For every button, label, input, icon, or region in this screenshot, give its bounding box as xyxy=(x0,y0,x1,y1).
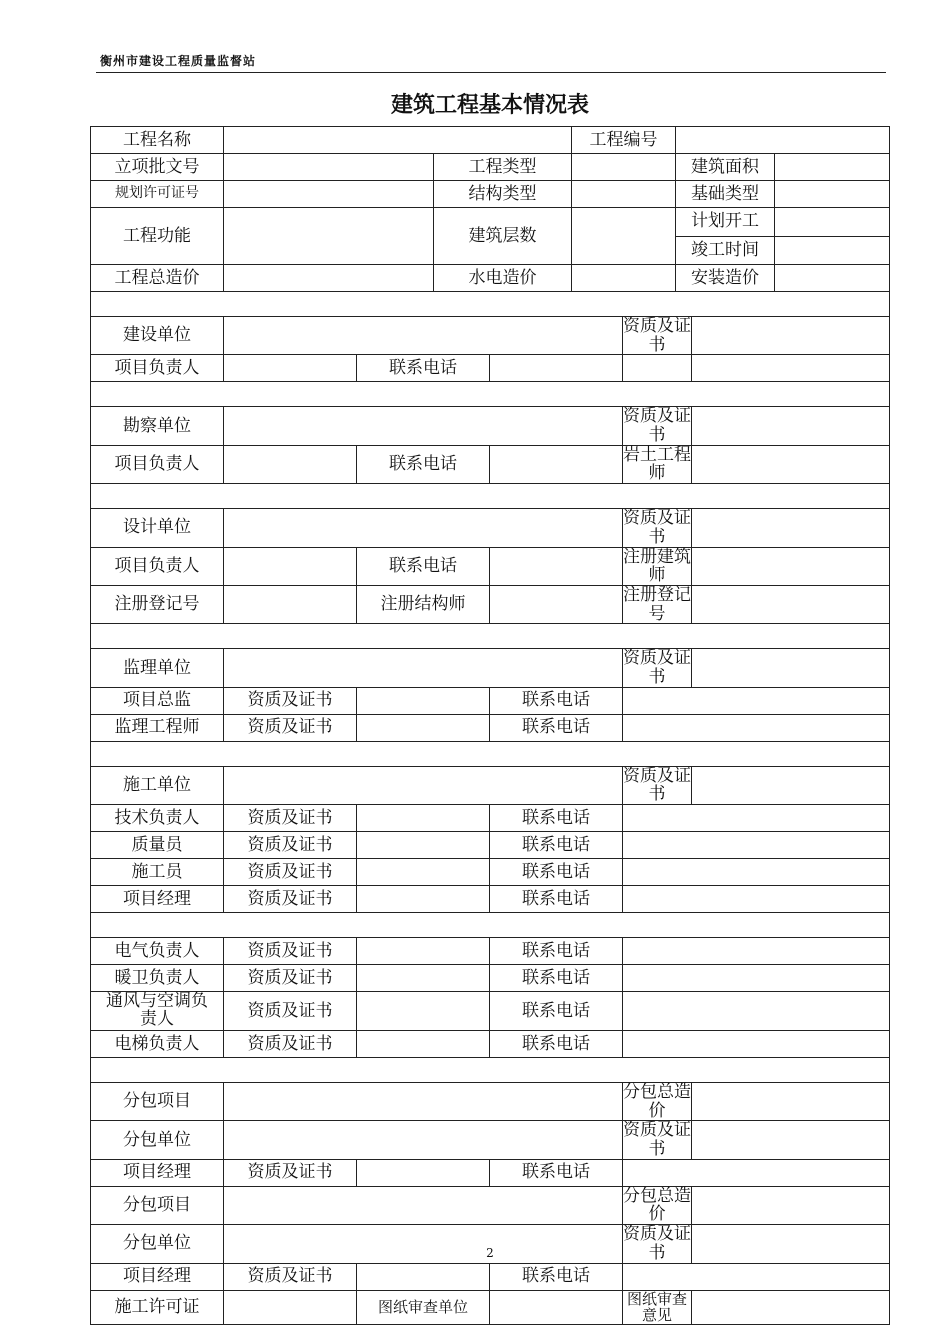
geo-engineer-field[interactable] xyxy=(692,445,890,483)
project-type-field[interactable] xyxy=(572,154,676,181)
developer-unit-field[interactable] xyxy=(224,317,623,355)
table-row xyxy=(91,832,890,859)
table-row xyxy=(91,154,890,181)
role-qual-label: 资质及证书 xyxy=(224,965,357,992)
design-unit-label: 设计单位 xyxy=(91,509,224,547)
role-qual-field[interactable] xyxy=(357,965,490,992)
role-phone-field[interactable] xyxy=(623,832,890,859)
developer-manager-field[interactable] xyxy=(224,355,357,382)
developer-qual-field[interactable] xyxy=(692,317,890,355)
survey-unit-label: 勘察单位 xyxy=(91,407,224,445)
role-label: 通风与空调负责人 xyxy=(91,992,224,1031)
structure-label: 结构类型 xyxy=(434,181,572,208)
table-row xyxy=(91,1083,890,1121)
sub-item-field[interactable] xyxy=(224,1083,623,1121)
table-row xyxy=(91,1290,890,1324)
sub-unit-field[interactable] xyxy=(224,1121,623,1159)
header-org: 衡州市建设工程质量监督站 xyxy=(100,54,257,68)
role-label: 暖卫负责人 xyxy=(91,965,224,992)
design-manager-label: 项目负责人 xyxy=(91,547,224,585)
design-qual-label: 资质及证书 xyxy=(623,508,691,547)
survey-unit-field[interactable] xyxy=(224,407,623,445)
table-row xyxy=(91,649,890,687)
plan-start-field[interactable] xyxy=(775,208,889,236)
role-qual-label: 资质及证书 xyxy=(224,886,357,913)
total-cost-label: 工程总造价 xyxy=(91,265,224,292)
construction-permit-label: 施工许可证 xyxy=(91,1290,224,1324)
struct-engineer-field[interactable] xyxy=(490,585,623,623)
design-manager-field[interactable] xyxy=(224,547,357,585)
sub-qual-label: 资质及证书 xyxy=(623,1120,691,1160)
install-cost-field[interactable] xyxy=(775,265,889,291)
table-row xyxy=(91,886,890,913)
foundation-field[interactable] xyxy=(775,181,889,207)
role-qual-label: 资质及证书 xyxy=(224,1031,357,1058)
table-row xyxy=(91,1121,890,1159)
role-label: 项目总监 xyxy=(91,687,224,714)
review-unit-field[interactable] xyxy=(490,1290,623,1324)
project-name-label: 工程名称 xyxy=(91,127,224,154)
role-label: 技术负责人 xyxy=(91,805,224,832)
area-label: 建筑面积 xyxy=(676,154,775,180)
supervision-qual-field[interactable] xyxy=(692,649,890,687)
completion-field[interactable] xyxy=(775,237,889,265)
role-label: 监理工程师 xyxy=(91,714,224,741)
spacer-row xyxy=(91,624,890,649)
table-row xyxy=(91,687,890,714)
role-label: 施工员 xyxy=(91,859,224,886)
design-phone-field[interactable] xyxy=(490,547,623,585)
role-phone-field[interactable] xyxy=(623,938,890,965)
survey-phone-field[interactable] xyxy=(490,445,623,483)
table-row xyxy=(91,805,890,832)
sub-total-cost-label: 分包总造价 xyxy=(623,1185,691,1225)
function-label: 工程功能 xyxy=(91,208,224,265)
design-unit-field[interactable] xyxy=(224,509,623,547)
role-phone-field[interactable] xyxy=(623,687,890,714)
review-opinion-field[interactable] xyxy=(692,1290,890,1324)
role-qual-field[interactable] xyxy=(357,687,490,714)
construction-unit-field[interactable] xyxy=(224,766,623,804)
geo-engineer-label: 岩土工程师 xyxy=(623,444,691,484)
role-phone-label: 联系电话 xyxy=(490,886,623,913)
role-qual-label: 资质及证书 xyxy=(224,687,357,714)
table-row xyxy=(91,859,890,886)
table-row xyxy=(91,355,890,382)
role-phone-field[interactable] xyxy=(623,805,890,832)
role-phone-field[interactable] xyxy=(623,886,890,913)
supervision-qual-label: 资质及证书 xyxy=(623,648,691,687)
area-cell xyxy=(676,154,890,181)
role-phone-field[interactable] xyxy=(623,992,890,1031)
role-qual-field[interactable] xyxy=(357,886,490,913)
construction-unit-label: 施工单位 xyxy=(91,766,224,804)
role-qual-field[interactable] xyxy=(357,832,490,859)
role-phone-field[interactable] xyxy=(623,965,890,992)
struct-engineer-label: 注册结构师 xyxy=(357,585,490,623)
supervision-unit-label: 监理单位 xyxy=(91,649,224,687)
sub-unit-label: 分包单位 xyxy=(91,1225,224,1263)
construction-qual-field[interactable] xyxy=(692,766,890,804)
role-phone-label: 联系电话 xyxy=(490,965,623,992)
table-row xyxy=(91,1031,890,1058)
sub-qual-field[interactable] xyxy=(692,1121,890,1159)
developer-extra-field-2[interactable] xyxy=(692,355,890,382)
design-reg-no-label: 注册登记号 xyxy=(91,585,224,623)
role-label: 项目经理 xyxy=(91,886,224,913)
sub-manager-qual-label: 资质及证书 xyxy=(224,1263,357,1290)
project-number-label: 工程编号 xyxy=(572,127,676,154)
sub-manager-qual-field[interactable] xyxy=(357,1263,490,1290)
floors-label: 建筑层数 xyxy=(434,208,572,265)
spacer-row xyxy=(91,741,890,766)
floors-field[interactable] xyxy=(572,208,676,265)
sub-total-cost-label: 分包总造价 xyxy=(623,1082,691,1121)
install-cost-cell xyxy=(676,265,890,292)
approval-label: 立项批文号 xyxy=(91,154,224,181)
sub-phone-label: 联系电话 xyxy=(490,1263,623,1290)
role-qual-label: 资质及证书 xyxy=(224,714,357,741)
design-reg-no2-label: 注册登记号 xyxy=(623,584,691,624)
role-qual-field[interactable] xyxy=(357,938,490,965)
foundation-label: 基础类型 xyxy=(676,181,775,207)
structure-field[interactable] xyxy=(572,181,676,208)
table-row xyxy=(91,445,890,483)
sub-manager-qual-field[interactable] xyxy=(357,1159,490,1186)
header-rule xyxy=(96,72,886,73)
install-cost-label: 安装造价 xyxy=(676,265,775,291)
table-row xyxy=(91,766,890,804)
developer-phone-field[interactable] xyxy=(490,355,623,382)
spacer-row xyxy=(91,484,890,509)
table-row xyxy=(91,407,890,445)
schedule-cell xyxy=(676,208,890,265)
table-row xyxy=(91,547,890,585)
sub-item-label: 分包项目 xyxy=(91,1186,224,1224)
survey-manager-field[interactable] xyxy=(224,445,357,483)
role-qual-field[interactable] xyxy=(357,992,490,1031)
project-type-label: 工程类型 xyxy=(434,154,572,181)
table-row xyxy=(91,1263,890,1290)
permit-label: 规划许可证号 xyxy=(91,181,224,208)
construction-qual-label: 资质及证书 xyxy=(623,765,691,805)
page-title: 建筑工程基本情况表 xyxy=(390,93,589,118)
role-phone-label: 联系电话 xyxy=(490,938,623,965)
sub-unit-label: 分包单位 xyxy=(91,1121,224,1159)
table-row xyxy=(91,992,890,1031)
role-qual-label: 资质及证书 xyxy=(224,832,357,859)
role-phone-label: 联系电话 xyxy=(490,1031,623,1058)
sub-phone-label: 联系电话 xyxy=(490,1159,623,1186)
utility-cost-label: 水电造价 xyxy=(434,265,572,292)
role-qual-field[interactable] xyxy=(357,714,490,741)
sub-manager-label: 项目经理 xyxy=(91,1159,224,1186)
sub-item-label: 分包项目 xyxy=(91,1083,224,1121)
role-phone-label: 联系电话 xyxy=(490,805,623,832)
role-label: 电梯负责人 xyxy=(91,1031,224,1058)
survey-manager-label: 项目负责人 xyxy=(91,445,224,483)
project-info-table xyxy=(90,126,890,1325)
spacer-row xyxy=(91,1058,890,1083)
role-qual-label: 资质及证书 xyxy=(224,992,357,1031)
survey-qual-field[interactable] xyxy=(692,407,890,445)
role-phone-label: 联系电话 xyxy=(490,687,623,714)
role-phone-label: 联系电话 xyxy=(490,714,623,741)
sub-phone-field[interactable] xyxy=(623,1159,890,1186)
page-number: 2 xyxy=(486,1246,494,1260)
project-name-field[interactable] xyxy=(224,127,572,154)
table-row xyxy=(91,714,890,741)
role-qual-field[interactable] xyxy=(357,859,490,886)
approval-field[interactable] xyxy=(224,154,434,181)
table-row xyxy=(91,317,890,355)
role-qual-label: 资质及证书 xyxy=(224,938,357,965)
role-label: 电气负责人 xyxy=(91,938,224,965)
role-qual-label: 资质及证书 xyxy=(224,859,357,886)
role-phone-label: 联系电话 xyxy=(490,992,623,1031)
table-row xyxy=(91,208,890,265)
review-unit-label: 图纸审查单位 xyxy=(357,1290,490,1324)
design-qual-field[interactable] xyxy=(692,509,890,547)
foundation-cell xyxy=(676,181,890,208)
table-row xyxy=(91,181,890,208)
developer-manager-label: 项目负责人 xyxy=(91,355,224,382)
sub-total-cost-field[interactable] xyxy=(692,1083,890,1121)
sub-manager-qual-label: 资质及证书 xyxy=(224,1159,357,1186)
table-row xyxy=(91,1186,890,1224)
spacer-row xyxy=(91,382,890,407)
developer-phone-label: 联系电话 xyxy=(357,355,490,382)
role-phone-label: 联系电话 xyxy=(490,859,623,886)
spacer-row xyxy=(91,913,890,938)
permit-field[interactable] xyxy=(224,181,434,208)
sub-total-cost-field[interactable] xyxy=(692,1186,890,1224)
table-row xyxy=(91,1159,890,1186)
table-row xyxy=(91,127,890,154)
developer-unit-label: 建设单位 xyxy=(91,317,224,355)
role-phone-field[interactable] xyxy=(623,1031,890,1058)
plan-start-label: 计划开工 xyxy=(676,208,775,236)
review-opinion-label: 图纸审查意见 xyxy=(623,1290,692,1324)
sub-qual-label: 资质及证书 xyxy=(623,1224,691,1263)
completion-label: 竣工时间 xyxy=(676,237,775,265)
table-row xyxy=(91,585,890,623)
architect-label: 注册建筑师 xyxy=(623,546,691,586)
survey-phone-label: 联系电话 xyxy=(357,445,490,483)
architect-field[interactable] xyxy=(692,547,890,585)
role-phone-field[interactable] xyxy=(623,714,890,741)
table-row xyxy=(91,938,890,965)
role-label: 质量员 xyxy=(91,832,224,859)
role-phone-field[interactable] xyxy=(623,859,890,886)
table-row xyxy=(91,509,890,547)
table-row xyxy=(91,965,890,992)
supervision-unit-field[interactable] xyxy=(224,649,623,687)
sub-manager-label: 项目经理 xyxy=(91,1263,224,1290)
role-qual-field[interactable] xyxy=(357,805,490,832)
design-phone-label: 联系电话 xyxy=(357,547,490,585)
design-reg-no-field[interactable] xyxy=(224,585,357,623)
total-cost-field[interactable] xyxy=(224,265,434,292)
sub-phone-field[interactable] xyxy=(623,1263,890,1290)
role-qual-label: 资质及证书 xyxy=(224,805,357,832)
role-phone-label: 联系电话 xyxy=(490,832,623,859)
design-reg-no2-field[interactable] xyxy=(692,585,890,623)
utility-cost-field[interactable] xyxy=(572,265,676,292)
developer-extra-field[interactable] xyxy=(623,355,692,382)
project-number-field[interactable] xyxy=(676,127,890,154)
survey-qual-label: 资质及证书 xyxy=(623,406,691,446)
sub-item-field[interactable] xyxy=(224,1186,623,1224)
developer-qual-label: 资质及证书 xyxy=(623,316,691,355)
table-row xyxy=(91,265,890,292)
spacer-row xyxy=(91,292,890,317)
construction-permit-field[interactable] xyxy=(224,1290,357,1324)
function-field[interactable] xyxy=(224,208,434,265)
area-field[interactable] xyxy=(775,154,889,180)
role-qual-field[interactable] xyxy=(357,1031,490,1058)
